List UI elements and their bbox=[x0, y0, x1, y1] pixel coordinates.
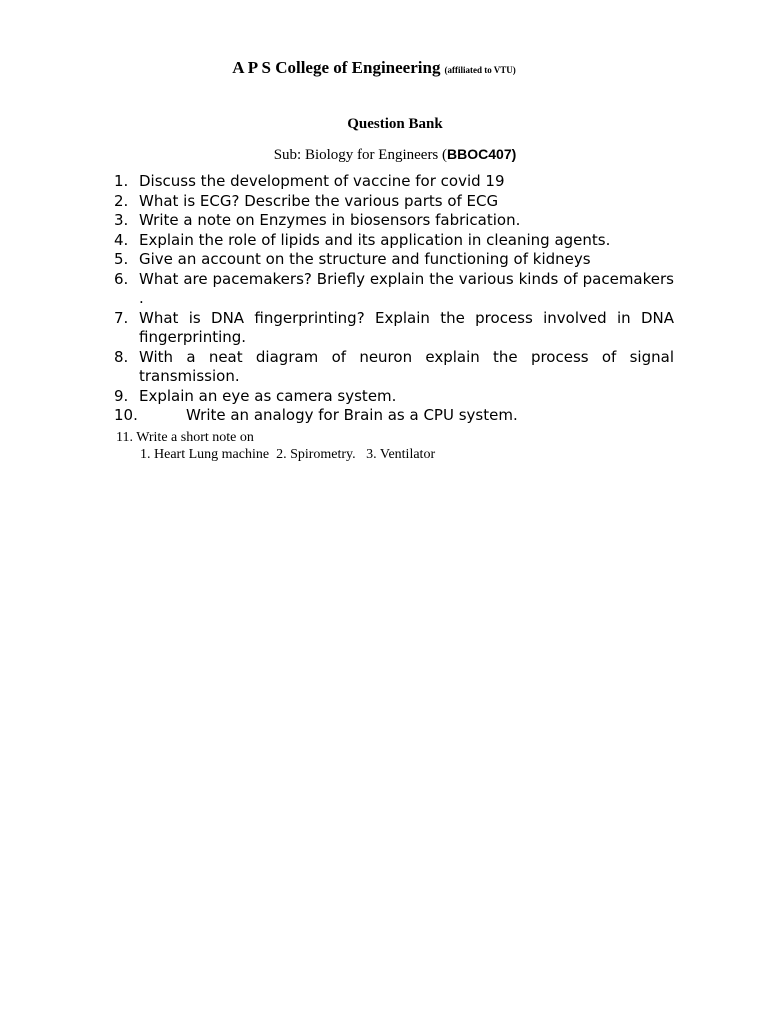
question-text: Write a note on Enzymes in biosensors fabrication. bbox=[139, 211, 521, 229]
question-item bbox=[114, 406, 674, 426]
question-text: What is DNA fingerprinting? Explain the process involved in DNA fingerprinting. bbox=[139, 308, 674, 346]
question-item bbox=[114, 192, 674, 212]
question-text: Give an account on the structure and functioning of kidneys bbox=[139, 250, 591, 268]
question-number: 2. bbox=[114, 191, 129, 210]
page-title: Question Bank bbox=[347, 116, 443, 132]
question-item bbox=[114, 270, 674, 309]
subject-line bbox=[0, 146, 768, 164]
college-name: A P S College of Engineering bbox=[232, 58, 441, 77]
question-list bbox=[114, 172, 674, 426]
question-text: With a neat diagram of neuron explain the process of signal transmission. bbox=[139, 347, 674, 385]
question-text: Explain the role of lipids and its application in cleaning agents. bbox=[139, 230, 611, 249]
short-note-items: 1. Heart Lung machine 2. Spirometry. 3. Ventilator bbox=[140, 447, 436, 462]
question-item bbox=[114, 250, 674, 270]
question-number: 3. bbox=[114, 211, 129, 229]
question-item bbox=[114, 172, 674, 192]
subject-name: Sub: Biology for Engineers ( bbox=[273, 147, 448, 163]
question-item bbox=[114, 211, 674, 231]
question-number: 9. bbox=[114, 386, 129, 405]
short-note-heading: 11. Write a short note on bbox=[116, 430, 254, 445]
question-item bbox=[114, 231, 674, 251]
question-text: Write an analogy for Brain as a CPU system. bbox=[186, 406, 518, 424]
question-number: 10. bbox=[114, 406, 138, 424]
question-number: 1. bbox=[114, 172, 129, 190]
document-header bbox=[0, 58, 748, 78]
question-text: What are pacemakers? Briefly explain the various kinds of pacemakers . bbox=[139, 269, 674, 307]
question-text: What is ECG? Describe the various parts of ECG bbox=[139, 191, 499, 210]
question-text: Explain an eye as camera system. bbox=[139, 386, 397, 405]
question-number: 6. bbox=[114, 269, 129, 288]
question-number: 8. bbox=[114, 347, 129, 366]
question-text: Discuss the development of vaccine for covid 19 bbox=[139, 172, 505, 190]
question-number: 4. bbox=[114, 230, 129, 249]
question-item bbox=[114, 387, 674, 407]
affiliation-note: (affiliated to VTU) bbox=[444, 65, 516, 75]
question-item bbox=[114, 309, 674, 348]
question-number: 7. bbox=[114, 308, 129, 327]
subject-code: BBOC407) bbox=[447, 146, 517, 162]
question-number: 5. bbox=[114, 250, 129, 268]
short-note-question bbox=[116, 429, 676, 463]
question-item bbox=[114, 348, 674, 387]
